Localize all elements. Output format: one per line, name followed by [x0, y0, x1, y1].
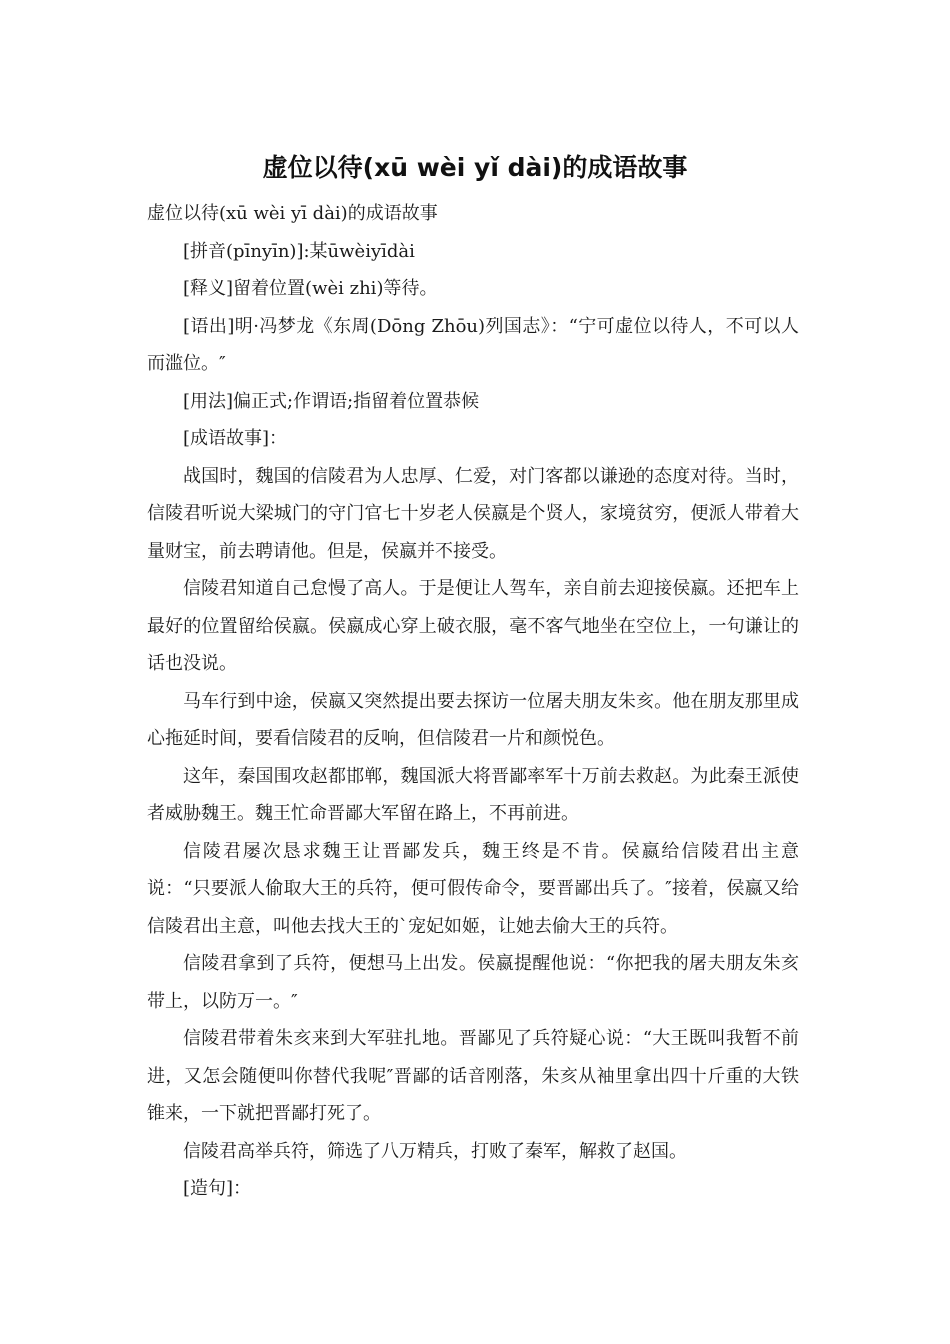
story-heading: [成语故事]：: [183, 428, 288, 449]
story-paragraph: 战国时，魏国的信陵君为人忠厚、仁爱，对门客都以谦逊的态度对待。当时，信陵君听说大梁城门的守门官七十岁老人侯嬴是个贤人，家境贫穷，便派人带着大量财宝，前去聘请他。但是，侯嬴并不接受。: [147, 465, 799, 562]
story-paragraph: 马车行到中途，侯嬴又突然提出要去探访一位屠夫朋友朱亥。他在朋友那里成心拖延时间，要看信陵君的反响，但信陵君一片和颜悦色。: [147, 690, 799, 749]
subtitle-paragraph: 虚位以待(xū wèi yī dài)的成语故事: [147, 203, 438, 224]
story-paragraph: 信陵君高举兵符，筛选了八万精兵，打败了秦军，解救了赵国。: [183, 1140, 687, 1162]
meaning-paragraph: [释义]留着位置(wèi zhi)等待。: [183, 278, 438, 299]
story-paragraph: 信陵君知道自己怠慢了高人。于是便让人驾车，亲自前去迎接侯嬴。还把车上最好的位置留给侯嬴。侯嬴成心穿上破衣服，毫不客气地坐在空位上，一句谦让的话也没说。: [147, 578, 799, 674]
pinyin-paragraph: [拼音(pīnyīn)]:某ūwèiyīdài: [183, 240, 415, 262]
source-paragraph: [语出]明·冯梦龙《东周(Dōng Zhōu)列国志》：“宁可虚位以待人，不可以人而滥位。″: [147, 315, 799, 374]
story-paragraph: 信陵君带着朱亥来到大军驻扎地。晋鄙见了兵符疑心说：“大王既叫我暂不前进，又怎会随便叫你替代我呢″晋鄙的话音刚落，朱亥从袖里拿出四十斤重的大铁锥来，一下就把晋鄙打死了。: [147, 1028, 799, 1124]
story-paragraph: 信陵君拿到了兵符，便想马上出发。侯嬴提醒他说：“你把我的屠夫朋友朱亥带上，以防万一。″: [147, 953, 799, 1012]
story-paragraph: 信陵君屡次恳求魏王让晋鄙发兵，魏王终是不肯。侯嬴给信陵君出主意说：“只要派人偷取大王的兵符，便可假传命令，要晋鄙出兵了。″接着，侯嬴又给信陵君出主意，叫他去找大王的`宠妃如姬，让她去偷大王的兵符。: [147, 840, 799, 937]
usage-paragraph: [用法]偏正式;作谓语;指留着位置恭候: [183, 390, 480, 412]
example-heading: [造句]：: [183, 1178, 252, 1199]
document-title: 虚位以待(xū wèi yǐ dài)的成语故事: [262, 153, 688, 182]
document-body: [147, 195, 799, 1208]
story-paragraph: 这年，秦国围攻赵都邯郸，魏国派大将晋鄙率军十万前去救赵。为此秦王派使者威胁魏王。魏王忙命晋鄙大军留在路上，不再前进。: [147, 765, 799, 824]
